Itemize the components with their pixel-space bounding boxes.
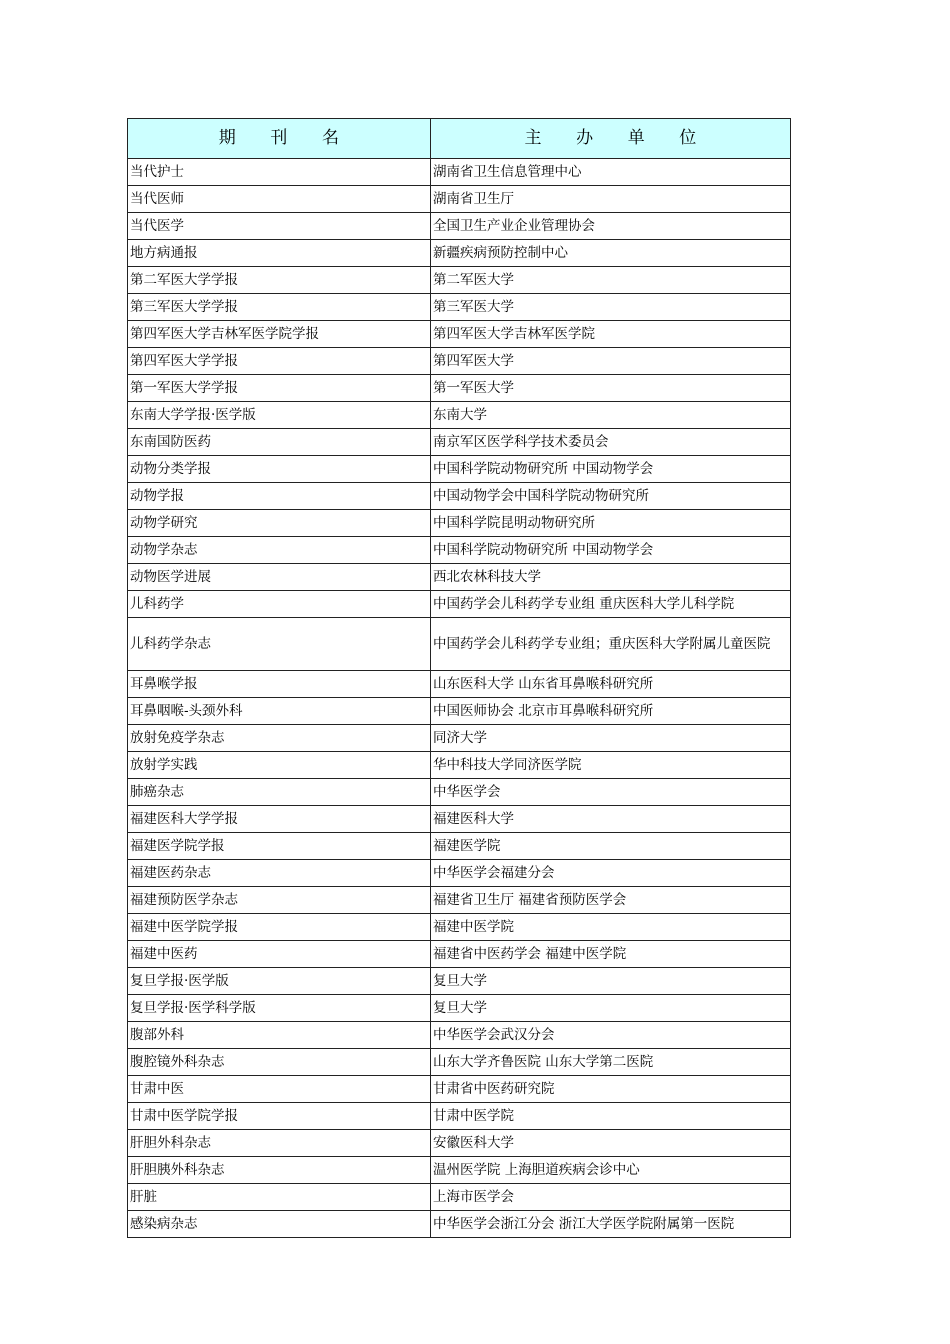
header-sponsor: 主 办 单 位: [431, 119, 791, 159]
sponsor-cell: 福建中医学院: [431, 914, 791, 941]
sponsor-cell: 西北农林科技大学: [431, 564, 791, 591]
table-row: [128, 968, 791, 995]
sponsor-cell: 中国科学院动物研究所 中国动物学会: [431, 456, 791, 483]
journal-name-cell: 当代医学: [128, 213, 431, 240]
table-row: [128, 752, 791, 779]
table-row: [128, 860, 791, 887]
sponsor-cell: 安徽医科大学: [431, 1130, 791, 1157]
table-row: [128, 833, 791, 860]
table-row: [128, 375, 791, 402]
sponsor-cell: 第一军医大学: [431, 375, 791, 402]
journal-table: [127, 118, 791, 1238]
table-row: [128, 725, 791, 752]
table-row: [128, 941, 791, 968]
sponsor-cell: 中国动物学会中国科学院动物研究所: [431, 483, 791, 510]
sponsor-cell: 中华医学会浙江分会 浙江大学医学院附属第一医院: [431, 1211, 791, 1238]
journal-name-cell: 放射免疫学杂志: [128, 725, 431, 752]
table-row: [128, 1022, 791, 1049]
journal-name-cell: 当代护士: [128, 159, 431, 186]
sponsor-cell: 新疆疾病预防控制中心: [431, 240, 791, 267]
journal-name-cell: 肝胆胰外科杂志: [128, 1157, 431, 1184]
table-row: [128, 186, 791, 213]
table-row: [128, 1157, 791, 1184]
journal-name-cell: 感染病杂志: [128, 1211, 431, 1238]
table-row: [128, 510, 791, 537]
journal-name-cell: 儿科药学杂志: [128, 618, 431, 671]
table-row: [128, 321, 791, 348]
table-header-row: [128, 119, 791, 159]
table-row: [128, 213, 791, 240]
table-row: [128, 806, 791, 833]
journal-name-cell: 第二军医大学学报: [128, 267, 431, 294]
journal-name-cell: 福建中医学院学报: [128, 914, 431, 941]
sponsor-cell: 中国医师协会 北京市耳鼻喉科研究所: [431, 698, 791, 725]
sponsor-cell: 中国科学院昆明动物研究所: [431, 510, 791, 537]
sponsor-cell: 中华医学会福建分会: [431, 860, 791, 887]
journal-name-cell: 儿科药学: [128, 591, 431, 618]
sponsor-cell: 第四军医大学吉林军医学院: [431, 321, 791, 348]
journal-name-cell: 第四军医大学吉林军医学院学报: [128, 321, 431, 348]
journal-name-cell: 腹部外科: [128, 1022, 431, 1049]
sponsor-cell: 湖南省卫生信息管理中心: [431, 159, 791, 186]
sponsor-cell: 温州医学院 上海胆道疾病会诊中心: [431, 1157, 791, 1184]
sponsor-cell: 第三军医大学: [431, 294, 791, 321]
sponsor-cell: 福建省中医药学会 福建中医学院: [431, 941, 791, 968]
sponsor-cell: 福建医学院: [431, 833, 791, 860]
sponsor-cell: 复旦大学: [431, 968, 791, 995]
sponsor-cell: 中华医学会武汉分会: [431, 1022, 791, 1049]
table-row: [128, 348, 791, 375]
journal-name-cell: 耳鼻咽喉-头颈外科: [128, 698, 431, 725]
table-row: [128, 914, 791, 941]
journal-name-cell: 放射学实践: [128, 752, 431, 779]
journal-name-cell: 东南大学学报·医学版: [128, 402, 431, 429]
table-row: [128, 1211, 791, 1238]
sponsor-cell: 山东大学齐鲁医院 山东大学第二医院: [431, 1049, 791, 1076]
table-row: [128, 591, 791, 618]
journal-name-cell: 动物学研究: [128, 510, 431, 537]
journal-name-cell: 福建医科大学学报: [128, 806, 431, 833]
table-row: [128, 671, 791, 698]
sponsor-cell: 中华医学会: [431, 779, 791, 806]
sponsor-cell: 甘肃省中医药研究院: [431, 1076, 791, 1103]
table-row: [128, 995, 791, 1022]
table-row: [128, 618, 791, 671]
table-row: [128, 1049, 791, 1076]
sponsor-cell: 山东医科大学 山东省耳鼻喉科研究所: [431, 671, 791, 698]
sponsor-cell: 湖南省卫生厅: [431, 186, 791, 213]
table-row: [128, 159, 791, 186]
journal-name-cell: 当代医师: [128, 186, 431, 213]
table-row: [128, 483, 791, 510]
journal-name-cell: 东南国防医药: [128, 429, 431, 456]
journal-name-cell: 动物学报: [128, 483, 431, 510]
table-row: [128, 779, 791, 806]
sponsor-cell: 复旦大学: [431, 995, 791, 1022]
journal-name-cell: 甘肃中医学院学报: [128, 1103, 431, 1130]
journal-name-cell: 耳鼻喉学报: [128, 671, 431, 698]
journal-name-cell: 地方病通报: [128, 240, 431, 267]
sponsor-cell: 全国卫生产业企业管理协会: [431, 213, 791, 240]
sponsor-cell: 中国药学会儿科药学专业组；重庆医科大学附属儿童医院: [431, 618, 791, 671]
table-row: [128, 240, 791, 267]
table-row: [128, 1103, 791, 1130]
journal-name-cell: 肺癌杂志: [128, 779, 431, 806]
table-row: [128, 402, 791, 429]
sponsor-cell: 同济大学: [431, 725, 791, 752]
table-body: [128, 159, 791, 1238]
table-row: [128, 1130, 791, 1157]
table-row: [128, 887, 791, 914]
sponsor-cell: 南京军区医学科学技术委员会: [431, 429, 791, 456]
table-row: [128, 1076, 791, 1103]
journal-name-cell: 肝脏: [128, 1184, 431, 1211]
journal-name-cell: 第一军医大学学报: [128, 375, 431, 402]
table-row: [128, 429, 791, 456]
journal-name-cell: 动物学杂志: [128, 537, 431, 564]
table-row: [128, 564, 791, 591]
journal-name-cell: 福建医药杂志: [128, 860, 431, 887]
header-journal-name: 期 刊 名: [128, 119, 431, 159]
journal-name-cell: 第三军医大学学报: [128, 294, 431, 321]
table-row: [128, 267, 791, 294]
table-row: [128, 294, 791, 321]
journal-name-cell: 甘肃中医: [128, 1076, 431, 1103]
sponsor-cell: 福建省卫生厅 福建省预防医学会: [431, 887, 791, 914]
journal-name-cell: 福建中医药: [128, 941, 431, 968]
journal-name-cell: 动物医学进展: [128, 564, 431, 591]
sponsor-cell: 上海市医学会: [431, 1184, 791, 1211]
table-row: [128, 537, 791, 564]
journal-name-cell: 复旦学报·医学科学版: [128, 995, 431, 1022]
sponsor-cell: 中国药学会儿科药学专业组 重庆医科大学儿科学院: [431, 591, 791, 618]
journal-name-cell: 复旦学报·医学版: [128, 968, 431, 995]
journal-name-cell: 腹腔镜外科杂志: [128, 1049, 431, 1076]
journal-name-cell: 肝胆外科杂志: [128, 1130, 431, 1157]
table-row: [128, 1184, 791, 1211]
journal-name-cell: 福建预防医学杂志: [128, 887, 431, 914]
journal-name-cell: 第四军医大学学报: [128, 348, 431, 375]
sponsor-cell: 东南大学: [431, 402, 791, 429]
sponsor-cell: 华中科技大学同济医学院: [431, 752, 791, 779]
table-row: [128, 698, 791, 725]
sponsor-cell: 第四军医大学: [431, 348, 791, 375]
sponsor-cell: 第二军医大学: [431, 267, 791, 294]
journal-name-cell: 动物分类学报: [128, 456, 431, 483]
sponsor-cell: 甘肃中医学院: [431, 1103, 791, 1130]
sponsor-cell: 福建医科大学: [431, 806, 791, 833]
sponsor-cell: 中国科学院动物研究所 中国动物学会: [431, 537, 791, 564]
table-row: [128, 456, 791, 483]
journal-name-cell: 福建医学院学报: [128, 833, 431, 860]
